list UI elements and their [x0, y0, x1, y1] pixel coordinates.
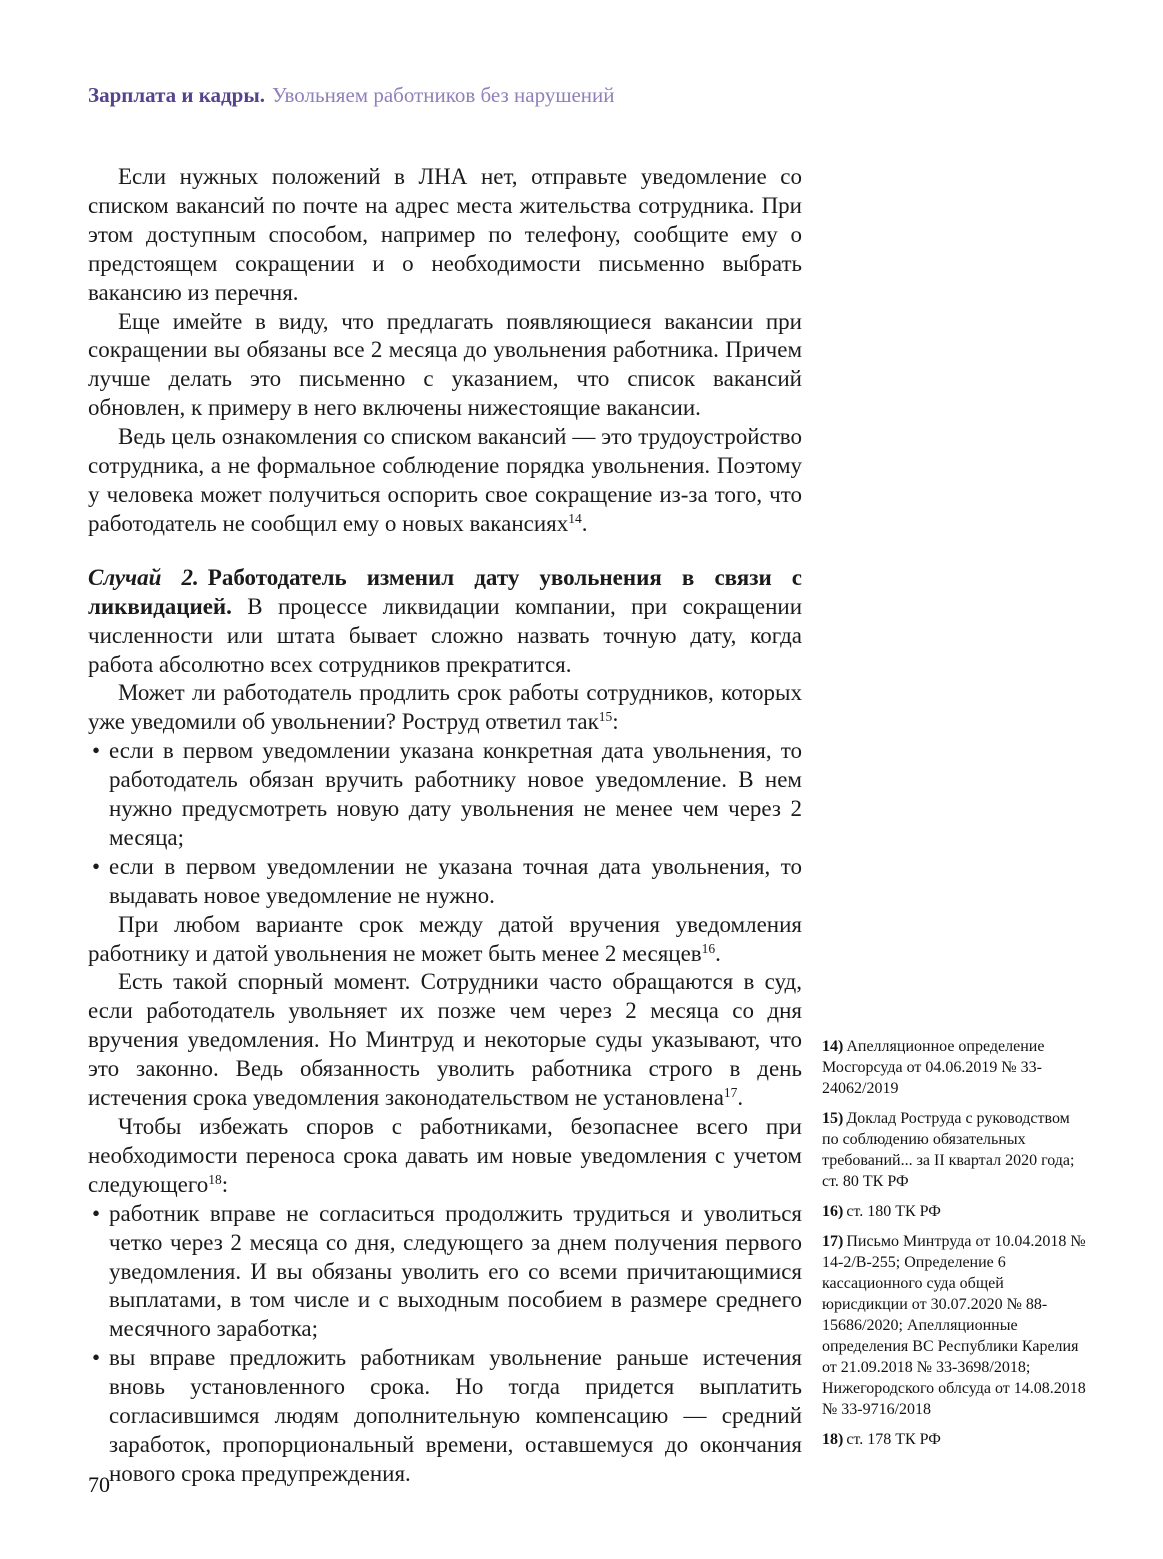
paragraph-tail: . [715, 940, 721, 966]
footnote-number: 15) [822, 1110, 844, 1127]
list-item-text: если в первом уведомлении не указана точная дата увольнения, то выдавать новое уведомление не нужно. [109, 853, 802, 908]
footnote-ref-14: 14 [568, 510, 582, 526]
sidebar-footnotes [822, 1036, 1090, 1459]
footnote-17 [822, 1231, 1090, 1420]
list-item [88, 1200, 802, 1345]
footnote-ref-17: 17 [723, 1085, 738, 1101]
paragraph: Еще имейте в виду, что предлагать появляющиеся вакансии при сокращении вы обязаны все 2 месяца до увольнения работника. Причем лучше делать это письменно с указанием, что список вакансий обновлен, к примеру в него включены нижестоящие вакансии. [88, 308, 802, 421]
list-item-text: работник вправе не согласиться продолжить трудиться и уволиться четко через 2 месяца со дня, следующего за днем получения первого уведомления. И вы обязаны уволить его со всеми причитающимися выплатами, в том числе и с выходным пособием в размере среднего месячного заработка; [109, 1200, 802, 1342]
paragraph [88, 679, 802, 737]
paragraph-text: Есть такой спорный момент. Сотрудники часто обращаются в суд, если работодатель увольняет их позже чем через 2 месяца со дня вручения уведомления. Но Минтруд и некоторые суды указывают, что это законно. Ведь обязанность уволить работника строго в день истечения срока уведомления законодательством не установлена [88, 969, 802, 1111]
paragraph [88, 968, 802, 1113]
section-brand: Зарплата и кадры. [88, 83, 266, 107]
paragraph [88, 423, 802, 539]
case-label: Случай 2. [88, 564, 199, 590]
footnote-number: 17) [822, 1233, 844, 1250]
bullet-icon: • [92, 853, 101, 879]
footnote-text: Письмо Минтруда от 10.04.2018 № 14-2/В-255; Определение 6 кассационного суда общей юрисдикции от 30.07.2020 № 88-15686/2020; Апелляционные определения ВС Республики Карелия от 21.09.2018 № 33-3698/2018; Нижегородского облсуда от 14.08.2018 № 33-9716/2018 [822, 1233, 1086, 1418]
list-item [88, 853, 802, 911]
footnote-text: ст. 180 ТК РФ [846, 1203, 941, 1220]
paragraph [88, 1113, 802, 1200]
list-item-text: вы вправе предложить работникам увольнение раньше истечения вновь установленного срока. Но тогда придется выплатить согласившимся людям дополнительную компенсацию — средний заработок, пропорциональный времени, оставшемуся до окончания нового срока предупреждения. [109, 1345, 802, 1486]
paragraph: Если нужных положений в ЛНА нет, отправьте уведомление со списком вакансий по почте на адрес места жительства сотрудника. При этом доступным способом, например по телефону, сообщите ему о предстоящем сокращении и о необходимости письменно выбрать вакансию из перечня. [88, 164, 802, 305]
paragraph-tail: : [221, 1171, 229, 1197]
page-number: 70 [88, 1472, 110, 1497]
paragraph-text: При любом варианте срок между датой вручения уведомления работнику и датой увольнения не может быть менее 2 месяцев [88, 911, 802, 966]
bullet-icon: • [92, 1200, 101, 1226]
footnote-ref-15: 15 [598, 709, 613, 725]
paragraph-tail: : [612, 709, 619, 735]
paragraph-text: Может ли работодатель продлить срок работы сотрудников, которых уже уведомили об увольнении? Роструд ответил так [88, 680, 802, 735]
case-title: Работодатель изменил дату увольнения в связи с ликвидацией. [88, 564, 803, 619]
footnote-number: 14) [822, 1038, 844, 1055]
footnote-16 [822, 1201, 1090, 1222]
article-title: Увольняем работников без нарушений [272, 83, 615, 107]
list-item [88, 737, 802, 853]
paragraph-tail: . [581, 510, 588, 536]
paragraph-text: В процессе ликвидации компании, при сокращении численности или штата бывает сложно назвать точную дату, когда работа абсолютно всех сотрудников прекратится. [88, 593, 803, 677]
footnote-number: 16) [822, 1203, 844, 1220]
footnote-text: ст. 178 ТК РФ [846, 1431, 941, 1448]
footnote-text: Апелляционное определение Мосгорсуда от 04.06.2019 № 33-24062/2019 [822, 1038, 1045, 1097]
paragraph-tail: . [737, 1085, 744, 1111]
list-item-text: если в первом уведомлении указана конкретная дата увольнения, то работодатель обязан вручить работнику новое уведомление. В нем нужно предусмотреть новую дату увольнения не менее чем через 2 месяца; [109, 738, 802, 850]
footnote-number: 18) [822, 1431, 844, 1448]
case-2-heading-paragraph [88, 564, 802, 680]
footnote-15 [822, 1108, 1090, 1192]
paragraph-text: Ведь цель ознакомления со списком вакансий — это трудоустройство сотрудника, а не формальное соблюдение порядка увольнения. Поэтому у человека может получиться оспорить свое сокращение из-за того, что работодатель не сообщил ему о новых вакансиях [88, 424, 802, 536]
bullet-icon: • [92, 738, 101, 764]
paragraph-text: Чтобы избежать споров с работниками, безопаснее всего при необходимости переноса срока давать им новые уведомления с учетом следующего [88, 1114, 802, 1197]
list-item [88, 1344, 802, 1489]
footnote-18 [822, 1429, 1090, 1450]
footnote-ref-18: 18 [208, 1171, 222, 1187]
bullet-icon: • [92, 1345, 101, 1371]
footnote-text: Доклад Роструда с руководством по соблюдению обязательных требований... за II квартал 2020 года; ст. 80 ТК РФ [822, 1110, 1075, 1190]
footnote-14 [822, 1036, 1090, 1099]
paragraph [88, 911, 802, 969]
footnote-ref-16: 16 [701, 940, 716, 956]
running-head [88, 82, 615, 108]
article-body [88, 163, 802, 1489]
